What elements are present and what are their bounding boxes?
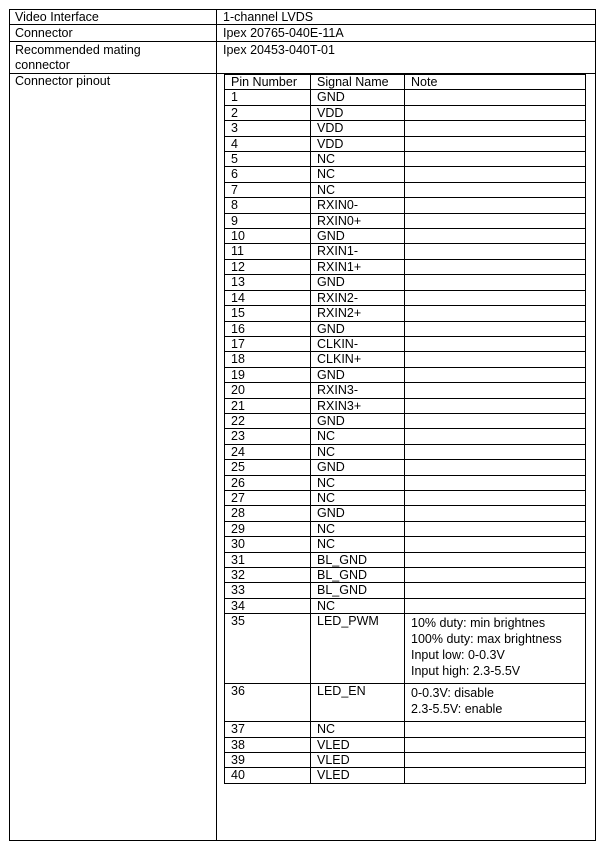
signal-name-cell: NC: [311, 490, 405, 505]
pin-number-cell: 31: [225, 552, 311, 567]
signal-name-cell: NC: [311, 152, 405, 167]
pinout-row: [225, 768, 586, 783]
pin-number-cell: 28: [225, 506, 311, 521]
signal-name-cell: VLED: [311, 753, 405, 768]
note-cell: [405, 537, 586, 552]
pinout-row: [225, 614, 586, 684]
pin-number-cell: 16: [225, 321, 311, 336]
pinout-row: [225, 352, 586, 367]
note-cell: [405, 321, 586, 336]
pinout-row: [225, 444, 586, 459]
note-cell: [405, 552, 586, 567]
pinout-row: [225, 182, 586, 197]
note-header: Note: [405, 75, 586, 90]
signal-name-cell: RXIN0-: [311, 198, 405, 213]
signal-name-cell: NC: [311, 521, 405, 536]
note-cell: [405, 306, 586, 321]
pin-number-cell: 30: [225, 537, 311, 552]
signal-name-cell: NC: [311, 537, 405, 552]
pinout-row: [225, 684, 586, 722]
note-cell: [405, 444, 586, 459]
pin-number-cell: 14: [225, 290, 311, 305]
pin-number-cell: 18: [225, 352, 311, 367]
pinout-row: [225, 121, 586, 136]
pin-number-cell: 7: [225, 182, 311, 197]
signal-name-cell: RXIN2-: [311, 290, 405, 305]
pin-number-cell: 36: [225, 684, 311, 722]
signal-name-cell: VLED: [311, 737, 405, 752]
mating-connector-label-line: connector: [15, 58, 70, 72]
pinout-row: [225, 198, 586, 213]
note-cell: [405, 460, 586, 475]
signal-name-cell: GND: [311, 321, 405, 336]
note-cell: [405, 475, 586, 490]
note-cell: [405, 290, 586, 305]
signal-name-cell: GND: [311, 367, 405, 382]
note-cell: [405, 136, 586, 151]
pin-number-cell: 5: [225, 152, 311, 167]
connector-label: Connector: [15, 26, 73, 40]
note-line: 0-0.3V: disable: [411, 686, 494, 701]
signal-name-cell: GND: [311, 506, 405, 521]
pin-number-cell: 25: [225, 460, 311, 475]
pinout-row: [225, 244, 586, 259]
pinout-row: [225, 259, 586, 274]
note-cell: [405, 336, 586, 351]
row-divider: [10, 41, 595, 42]
note-cell: [405, 722, 586, 737]
video-interface-label: Video Interface: [15, 10, 99, 24]
pinout-row: [225, 321, 586, 336]
signal-name-cell: RXIN3-: [311, 383, 405, 398]
pinout-header-row: [225, 75, 586, 90]
pin-number-cell: 20: [225, 383, 311, 398]
pinout-row: [225, 490, 586, 505]
note-cell: [405, 429, 586, 444]
pinout-table: [224, 74, 586, 784]
signal-name-cell: LED_EN: [311, 684, 405, 722]
pin-number-cell: 6: [225, 167, 311, 182]
row-divider: [10, 24, 595, 25]
pin-number-cell: 40: [225, 768, 311, 783]
pinout-row: [225, 105, 586, 120]
pin-number-cell: 2: [225, 105, 311, 120]
note-cell: [405, 352, 586, 367]
signal-name-cell: GND: [311, 460, 405, 475]
pinout-row: [225, 753, 586, 768]
note-cell: [405, 568, 586, 583]
note-cell: [405, 244, 586, 259]
pinout-row: [225, 722, 586, 737]
note-cell: [405, 167, 586, 182]
pin-number-cell: 1: [225, 90, 311, 105]
pinout-row: [225, 167, 586, 182]
pinout-row: [225, 306, 586, 321]
pin-number-cell: 27: [225, 490, 311, 505]
signal-name-header: Signal Name: [311, 75, 405, 90]
signal-name-cell: RXIN2+: [311, 306, 405, 321]
pin-number-cell: 39: [225, 753, 311, 768]
pin-number-cell: 21: [225, 398, 311, 413]
signal-name-cell: NC: [311, 444, 405, 459]
pinout-row: [225, 537, 586, 552]
pin-number-cell: 32: [225, 568, 311, 583]
pin-number-cell: 13: [225, 275, 311, 290]
pinout-row: [225, 475, 586, 490]
pin-number-cell: 9: [225, 213, 311, 228]
signal-name-cell: CLKIN-: [311, 336, 405, 351]
pinout-row: [225, 413, 586, 428]
video-interface-value: 1-channel LVDS: [223, 10, 314, 24]
pin-number-cell: 26: [225, 475, 311, 490]
pinout-row: [225, 136, 586, 151]
pin-number-cell: 3: [225, 121, 311, 136]
note-cell: [405, 768, 586, 783]
note-cell: [405, 213, 586, 228]
pinout-row: [225, 568, 586, 583]
note-cell: [405, 521, 586, 536]
connector-pinout-label: Connector pinout: [15, 74, 111, 88]
note-cell: [405, 684, 586, 722]
note-cell: [405, 398, 586, 413]
signal-name-cell: NC: [311, 429, 405, 444]
pinout-row: [225, 552, 586, 567]
note-cell: [405, 105, 586, 120]
note-line: 2.3-5.5V: enable: [411, 702, 503, 717]
pinout-row: [225, 290, 586, 305]
pin-number-cell: 23: [225, 429, 311, 444]
note-cell: [405, 259, 586, 274]
note-cell: [405, 182, 586, 197]
pin-number-cell: 34: [225, 598, 311, 613]
note-cell: [405, 152, 586, 167]
note-cell: [405, 737, 586, 752]
signal-name-cell: RXIN0+: [311, 213, 405, 228]
pinout-row: [225, 506, 586, 521]
note-line: 10% duty: min brightnes: [411, 616, 546, 631]
pinout-row: [225, 229, 586, 244]
note-cell: [405, 90, 586, 105]
signal-name-cell: GND: [311, 413, 405, 428]
note-cell: [405, 229, 586, 244]
signal-name-cell: GND: [311, 90, 405, 105]
connector-value: Ipex 20765-040E-11A: [223, 26, 344, 40]
note-cell: [405, 367, 586, 382]
note-cell: [405, 753, 586, 768]
note-cell: [405, 614, 586, 684]
pin-number-cell: 38: [225, 737, 311, 752]
signal-name-cell: BL_GND: [311, 583, 405, 598]
note-cell: [405, 275, 586, 290]
pinout-row: [225, 275, 586, 290]
note-cell: [405, 598, 586, 613]
note-cell: [405, 490, 586, 505]
pinout-row: [225, 583, 586, 598]
pin-number-cell: 11: [225, 244, 311, 259]
pin-number-cell: 10: [225, 229, 311, 244]
pin-number-cell: 4: [225, 136, 311, 151]
signal-name-cell: VDD: [311, 136, 405, 151]
pin-number-cell: 29: [225, 521, 311, 536]
pin-number-cell: 37: [225, 722, 311, 737]
pinout-row: [225, 737, 586, 752]
pinout-row: [225, 213, 586, 228]
signal-name-cell: VDD: [311, 105, 405, 120]
signal-name-cell: RXIN3+: [311, 398, 405, 413]
signal-name-cell: GND: [311, 275, 405, 290]
mating-connector-value: Ipex 20453-040T-01: [223, 43, 335, 57]
note-line: Input low: 0-0.3V: [411, 648, 505, 663]
signal-name-cell: NC: [311, 182, 405, 197]
note-cell: [405, 198, 586, 213]
pin-number-cell: 19: [225, 367, 311, 382]
pin-number-cell: 33: [225, 583, 311, 598]
signal-name-cell: RXIN1-: [311, 244, 405, 259]
note-cell: [405, 506, 586, 521]
note-line: 100% duty: max brightness: [411, 632, 562, 647]
note-cell: [405, 383, 586, 398]
pin-number-cell: 8: [225, 198, 311, 213]
spec-table: [9, 9, 596, 841]
signal-name-cell: RXIN1+: [311, 259, 405, 274]
signal-name-cell: LED_PWM: [311, 614, 405, 684]
pin-number-cell: 12: [225, 259, 311, 274]
pin-number-cell: 22: [225, 413, 311, 428]
signal-name-cell: NC: [311, 598, 405, 613]
signal-name-cell: NC: [311, 167, 405, 182]
note-line: Input high: 2.3-5.5V: [411, 664, 521, 679]
signal-name-cell: CLKIN+: [311, 352, 405, 367]
signal-name-cell: BL_GND: [311, 568, 405, 583]
mating-connector-label-line: Recommended mating: [15, 43, 141, 57]
column-divider: [216, 10, 217, 840]
pinout-row: [225, 383, 586, 398]
pinout-row: [225, 90, 586, 105]
signal-name-cell: NC: [311, 722, 405, 737]
note-cell: [405, 583, 586, 598]
signal-name-cell: VLED: [311, 768, 405, 783]
pin-number-cell: 24: [225, 444, 311, 459]
pinout-row: [225, 460, 586, 475]
note-cell: [405, 413, 586, 428]
pinout-row: [225, 521, 586, 536]
signal-name-cell: NC: [311, 475, 405, 490]
pin-number-cell: 17: [225, 336, 311, 351]
pinout-row: [225, 598, 586, 613]
pin-number-cell: 35: [225, 614, 311, 684]
signal-name-cell: GND: [311, 229, 405, 244]
pinout-row: [225, 367, 586, 382]
pinout-row: [225, 336, 586, 351]
pin-number-cell: 15: [225, 306, 311, 321]
signal-name-cell: VDD: [311, 121, 405, 136]
pinout-row: [225, 152, 586, 167]
signal-name-cell: BL_GND: [311, 552, 405, 567]
pinout-row: [225, 429, 586, 444]
pinout-row: [225, 398, 586, 413]
note-cell: [405, 121, 586, 136]
mating-connector-label: [15, 43, 141, 73]
pin-number-header: Pin Number: [225, 75, 311, 90]
